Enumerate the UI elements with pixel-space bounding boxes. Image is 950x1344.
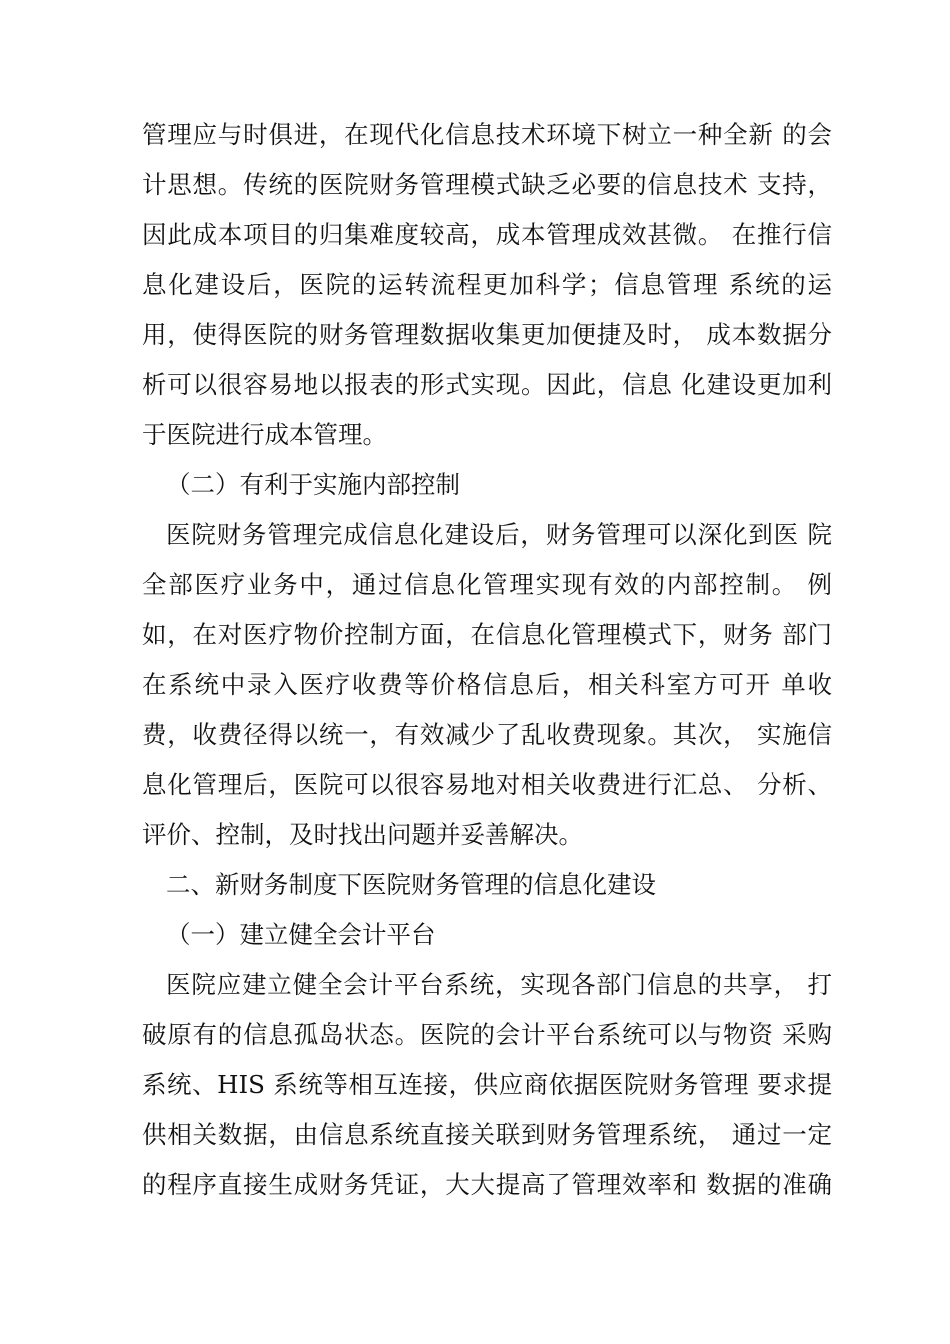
paragraph-line: 供相关数据，由信息系统直接关联到财务管理系统， 通过一定 xyxy=(142,1120,832,1149)
section-heading: （二）有利于实施内部控制 xyxy=(166,470,460,499)
paragraph-line: 医院应建立健全会计平台系统，实现各部门信息的共享， 打 xyxy=(166,970,832,999)
paragraph-line: 息化建设后，医院的运转流程更加科学；信息管理 系统的运 xyxy=(142,270,832,299)
paragraph-line: 的程序直接生成财务凭证，大大提高了管理效率和 数据的准确 xyxy=(142,1170,832,1199)
paragraph-line: 系统、HIS 系统等相互连接，供应商依据医院财务管理 要求提 xyxy=(142,1070,832,1099)
section-heading: （一）建立健全会计平台 xyxy=(166,920,436,949)
paragraph-line: 评价、控制，及时找出问题并妥善解决。 xyxy=(142,820,583,849)
paragraph-line: 破原有的信息孤岛状态。医院的会计平台系统可以与物资 采购 xyxy=(142,1020,832,1049)
chapter-heading: 二、新财务制度下医院财务管理的信息化建设 xyxy=(166,870,656,899)
paragraph-line: 费，收费径得以统一，有效减少了乱收费现象。其次， 实施信 xyxy=(142,720,832,749)
paragraph-line: 如，在对医疗物价控制方面，在信息化管理模式下，财务 部门 xyxy=(142,620,832,649)
paragraph-line: 管理应与时俱进，在现代化信息技术环境下树立一种全新 的会 xyxy=(142,120,832,149)
paragraph-line: 计思想。传统的医院财务管理模式缺乏必要的信息技术 支持， xyxy=(142,170,832,199)
paragraph-line: 于医院进行成本管理。 xyxy=(142,420,387,449)
paragraph-line: 用，使得医院的财务管理数据收集更加便捷及时， 成本数据分 xyxy=(142,320,832,349)
paragraph-line: 医院财务管理完成信息化建设后，财务管理可以深化到医 院 xyxy=(166,520,832,549)
paragraph-line: 息化管理后，医院可以很容易地对相关收费进行汇总、 分析、 xyxy=(142,770,832,799)
paragraph-line: 在系统中录入医疗收费等价格信息后，相关科室方可开 单收 xyxy=(142,670,832,699)
paragraph-line: 析可以很容易地以报表的形式实现。因此，信息 化建设更加利 xyxy=(142,370,832,399)
paragraph-line: 全部医疗业务中，通过信息化管理实现有效的内部控制。 例 xyxy=(142,570,832,599)
paragraph-line: 因此成本项目的归集难度较高，成本管理成效甚微。 在推行信 xyxy=(142,220,832,249)
